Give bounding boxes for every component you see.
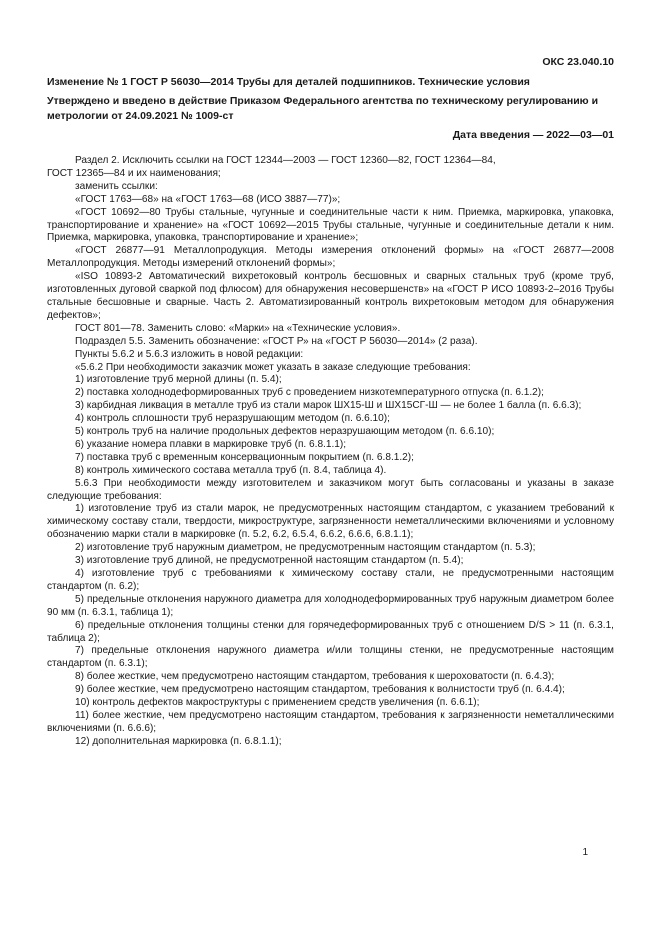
document-body [47, 155, 614, 749]
list-item: 8) контроль химического состава металла труб (п. 8.4, таблица 4). [75, 464, 387, 476]
list-item: 3) карбидная ликвация в металле труб из стали марок ШХ15-Ш и ШХ15СГ-Ш — не более 1 балла (п. 6.6.3); [75, 400, 582, 412]
effective-date: Дата введения — 2022—03—01 [452, 129, 614, 141]
paragraph: «ГОСТ 26877—91 Металлопродукция. Методы измерения отклонений формы» на «ГОСТ 26877—2008 Металлопродукция. Методы измерений отклонений формы»; [47, 245, 614, 270]
paragraph: «ISO 10893-2 Автоматический вихретоковый контроль бесшовных и сварных стальных труб (кроме труб, изготовленных дуговой сваркой под флюсом) для обнаружения несовершенств» на «ГОСТ Р ИСО 10893-2–2016 Трубы стальные бесшовные и сварные. Часть 2. Автоматизированный контроль вихретоковым методом для обнаружения дефектов»; [47, 271, 614, 321]
paragraph: «5.6.2 При необходимости заказчик может указать в заказе следующие требования: [75, 361, 471, 373]
list-item: 5) контроль труб на наличие продольных дефектов неразрушающим методом (п. 6.6.10); [75, 426, 495, 438]
list-item: 1) изготовление труб мерной длины (п. 5.4); [75, 374, 282, 386]
list-item: 10) контроль дефектов макроструктуры с применением средств увеличения (п. 6.6.1); [75, 697, 480, 709]
paragraph: «ГОСТ 10692—80 Трубы стальные, чугунные и соединительные части к ним. Приемка, маркировка, упаковка, транспортирование и хранение» на «ГОСТ 10692—2015 Трубы стальные, чугунные и соединительные детали к ним. Приемка, маркировка, упаковка, транспортирование и хранение»; [47, 206, 614, 244]
oks-code: ОКС 23.040.10 [542, 56, 614, 68]
approval-statement: Утверждено и введено в действие Приказом Федерального агентства по техническому регулированию и метрологии от 24.09.2021 № 1009-ст [47, 95, 599, 122]
paragraph: Раздел 2. Исключить ссылки на ГОСТ 12344—2003 — ГОСТ 12360—82, ГОСТ 12364—84, ГОСТ 12365—84 и их наименования; [47, 155, 496, 179]
list-item: 6) предельные отклонения толщины стенки для горячедеформированных труб с отношением D/S > 11 (п. 6.3.1, таблица 2); [47, 619, 614, 644]
list-item: 2) изготовление труб наружным диаметром, не предусмотренным настоящим стандартом (п. 5.3); [75, 542, 536, 554]
paragraph: Пункты 5.6.2 и 5.6.3 изложить в новой редакции: [75, 348, 304, 360]
list-item: 4) изготовление труб с требованиями к химическому составу стали, не предусмотренными настоящим стандартом (п. 6.2); [47, 568, 614, 592]
list-item: 2) поставка холоднодеформированных труб с проведением низкотемпературного отпуска (п. 6.1.2); [75, 387, 544, 399]
paragraph: 5.6.3 При необходимости между изготовителем и заказчиком могут быть согласованы и указаны в заказе следующие требования: [47, 477, 614, 502]
list-item: 6) указание номера плавки в маркировке труб (п. 6.8.1.1); [75, 438, 347, 450]
paragraph: ГОСТ 801—78. Заменить слово: «Марки» на «Технические условия». [75, 322, 401, 334]
paragraph: заменить ссылки: [75, 180, 158, 192]
list-item: 4) контроль сплошности труб неразрушающим методом (п. 6.6.10); [75, 413, 390, 425]
amendment-title: Изменение № 1 ГОСТ Р 56030—2014 Трубы для деталей подшипников. Технические условия [47, 76, 530, 88]
list-item: 12) дополнительная маркировка (п. 6.8.1.1); [75, 735, 282, 747]
list-item: 7) поставка труб с временным консервационным покрытием (п. 6.8.1.2); [75, 451, 414, 463]
list-item: 3) изготовление труб длиной, не предусмотренной настоящим стандартом (п. 5.4); [75, 555, 464, 567]
list-item: 8) более жесткие, чем предусмотрено настоящим стандартом, требования к шероховатости (п. 6.4.3); [75, 671, 555, 683]
page-number: 1 [582, 847, 588, 858]
paragraph: Подраздел 5.5. Заменить обозначение: «ГОСТ Р» на «ГОСТ Р 56030—2014» (2 раза). [75, 335, 478, 347]
list-item: 7) предельные отклонения наружного диаметра и/или толщины стенки, не предусмотренные настоящим стандартом (п. 6.3.1); [47, 645, 614, 670]
paragraph: «ГОСТ 1763—68» на «ГОСТ 1763—68 (ИСО 3887—77)»; [75, 193, 341, 205]
list-item: 9) более жесткие, чем предусмотрено настоящим стандартом, требования к волнистости труб (п. 6.4.4); [75, 684, 565, 696]
list-item: 11) более жесткие, чем предусмотрено настоящим стандартом, требования к загрязненности неметаллическими включениями (п. 6.6.6); [47, 709, 614, 734]
list-item: 1) изготовление труб из стали марок, не предусмотренных настоящим стандартом, с указанием требований к химическому составу стали, твердости, микроструктуре, загрязненности неметаллическими включениями и условному обозначению марки стали в маркировке (п. 5.2, 6.2, 6.5.4, 6.6.2, 6.6.6, 6.8.1.1); [47, 503, 614, 541]
list-item: 5) предельные отклонения наружного диаметра для холоднодеформированных труб наружным диаметром более 90 мм (п. 6.3.1, таблица 1); [47, 593, 614, 618]
